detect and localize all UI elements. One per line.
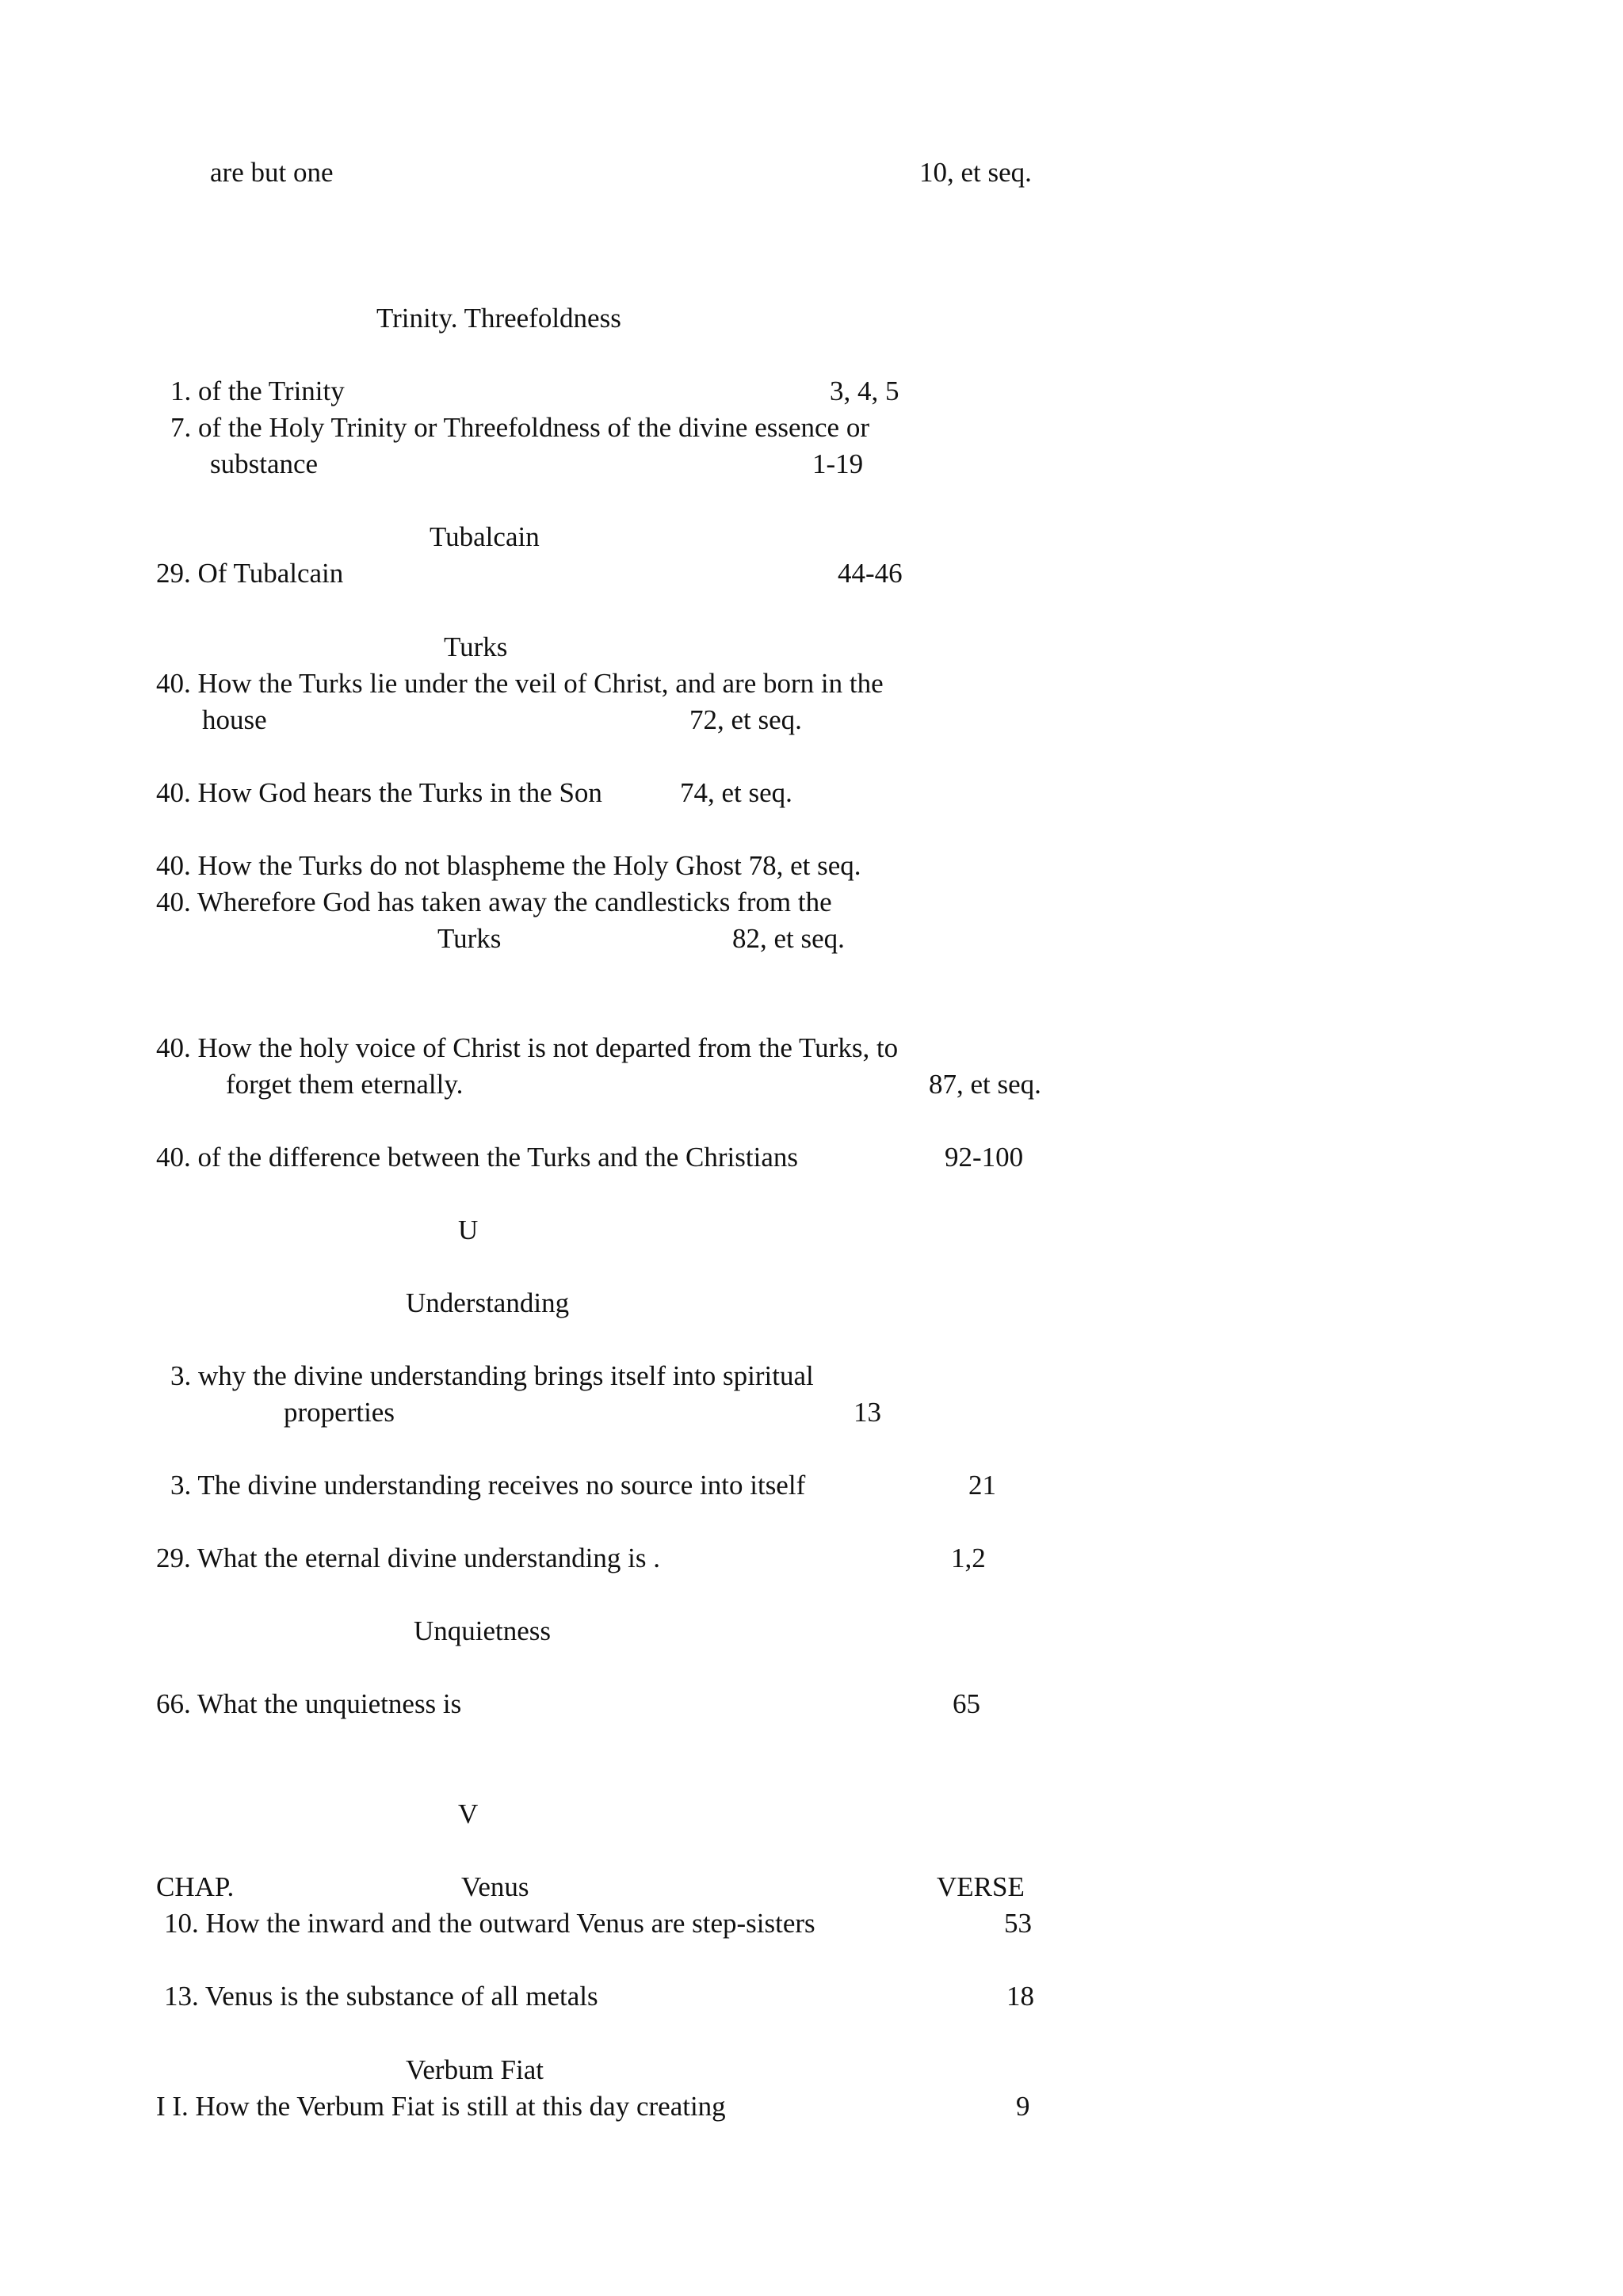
entry-ref: 82, et seq. (732, 923, 845, 954)
entry-text: 40. How the Turks lie under the veil of Christ, and are born in the (156, 668, 884, 699)
column-header-verse: VERSE (937, 1871, 1025, 1902)
entry-text: 7. of the Holy Trinity or Threefoldness of the divine essence or (170, 412, 869, 443)
entry-text: 40. How the Turks do not blaspheme the Holy Ghost 78, et seq. (156, 850, 861, 881)
entry-text: 1. of the Trinity (170, 376, 345, 406)
section-heading-trinity: Trinity. Threefoldness (376, 303, 621, 334)
section-heading-tubalcain: Tubalcain (430, 521, 540, 552)
entry-text: 3. The divine understanding receives no source into itself (170, 1470, 806, 1501)
entry-ref: 1,2 (951, 1543, 986, 1573)
entry-continuation: Turks (437, 923, 502, 954)
entry-text: 13. Venus is the substance of all metals (164, 1981, 598, 2012)
section-letter-u: U (458, 1215, 479, 1245)
section-heading-turks: Turks (444, 631, 508, 662)
entry-continuation: properties (284, 1397, 395, 1428)
entry-continuation: substance (210, 448, 319, 479)
entry-text: 29. Of Tubalcain (156, 558, 344, 589)
section-letter-v: V (458, 1798, 479, 1829)
entry-ref: 65 (953, 1688, 980, 1719)
entry-ref: 92-100 (945, 1142, 1024, 1173)
section-heading-verbum-fiat: Verbum Fiat (406, 2054, 544, 2085)
entry-ref: 21 (968, 1470, 996, 1501)
entry-text: 40. of the difference between the Turks and the Christians (156, 1142, 799, 1173)
entry-ref: 10, et seq. (919, 157, 1032, 188)
entry-text: 40. How the holy voice of Christ is not departed from the Turks, to (156, 1032, 899, 1063)
entry-ref: 3, 4, 5 (830, 376, 899, 406)
entry-text: 40. How God hears the Turks in the Son (156, 777, 602, 808)
entry-ref: 53 (1004, 1908, 1032, 1939)
entry-ref: 72, et seq. (689, 704, 802, 735)
entry-ref: 9 (1016, 2091, 1030, 2122)
entry-ref: 1-19 (812, 448, 864, 479)
section-heading-venus: Venus (461, 1871, 529, 1902)
entry-text: are but one (210, 157, 334, 188)
entry-text: 10. How the inward and the outward Venus are step-sisters (164, 1908, 815, 1939)
section-heading-unquietness: Unquietness (414, 1615, 552, 1646)
section-heading-understanding: Understanding (406, 1287, 570, 1318)
entry-ref: 87, et seq. (929, 1069, 1041, 1100)
entry-continuation: forget them eternally. (226, 1069, 464, 1100)
entry-ref: 18 (1006, 1981, 1034, 2012)
entry-text: 3. why the divine understanding brings itself into spiritual (170, 1360, 814, 1391)
column-header-chap: CHAP. (156, 1871, 235, 1902)
entry-ref: 13 (854, 1397, 881, 1428)
entry-text: 66. What the unquietness is (156, 1688, 462, 1719)
entry-text: 29. What the eternal divine understanding is . (156, 1543, 660, 1573)
entry-continuation: house (202, 704, 267, 735)
entry-ref: 44-46 (838, 558, 903, 589)
entry-ref: 74, et seq. (680, 777, 792, 808)
entry-text: I I. How the Verbum Fiat is still at this day creating (156, 2091, 726, 2122)
entry-text: 40. Wherefore God has taken away the candlesticks from the (156, 887, 832, 917)
